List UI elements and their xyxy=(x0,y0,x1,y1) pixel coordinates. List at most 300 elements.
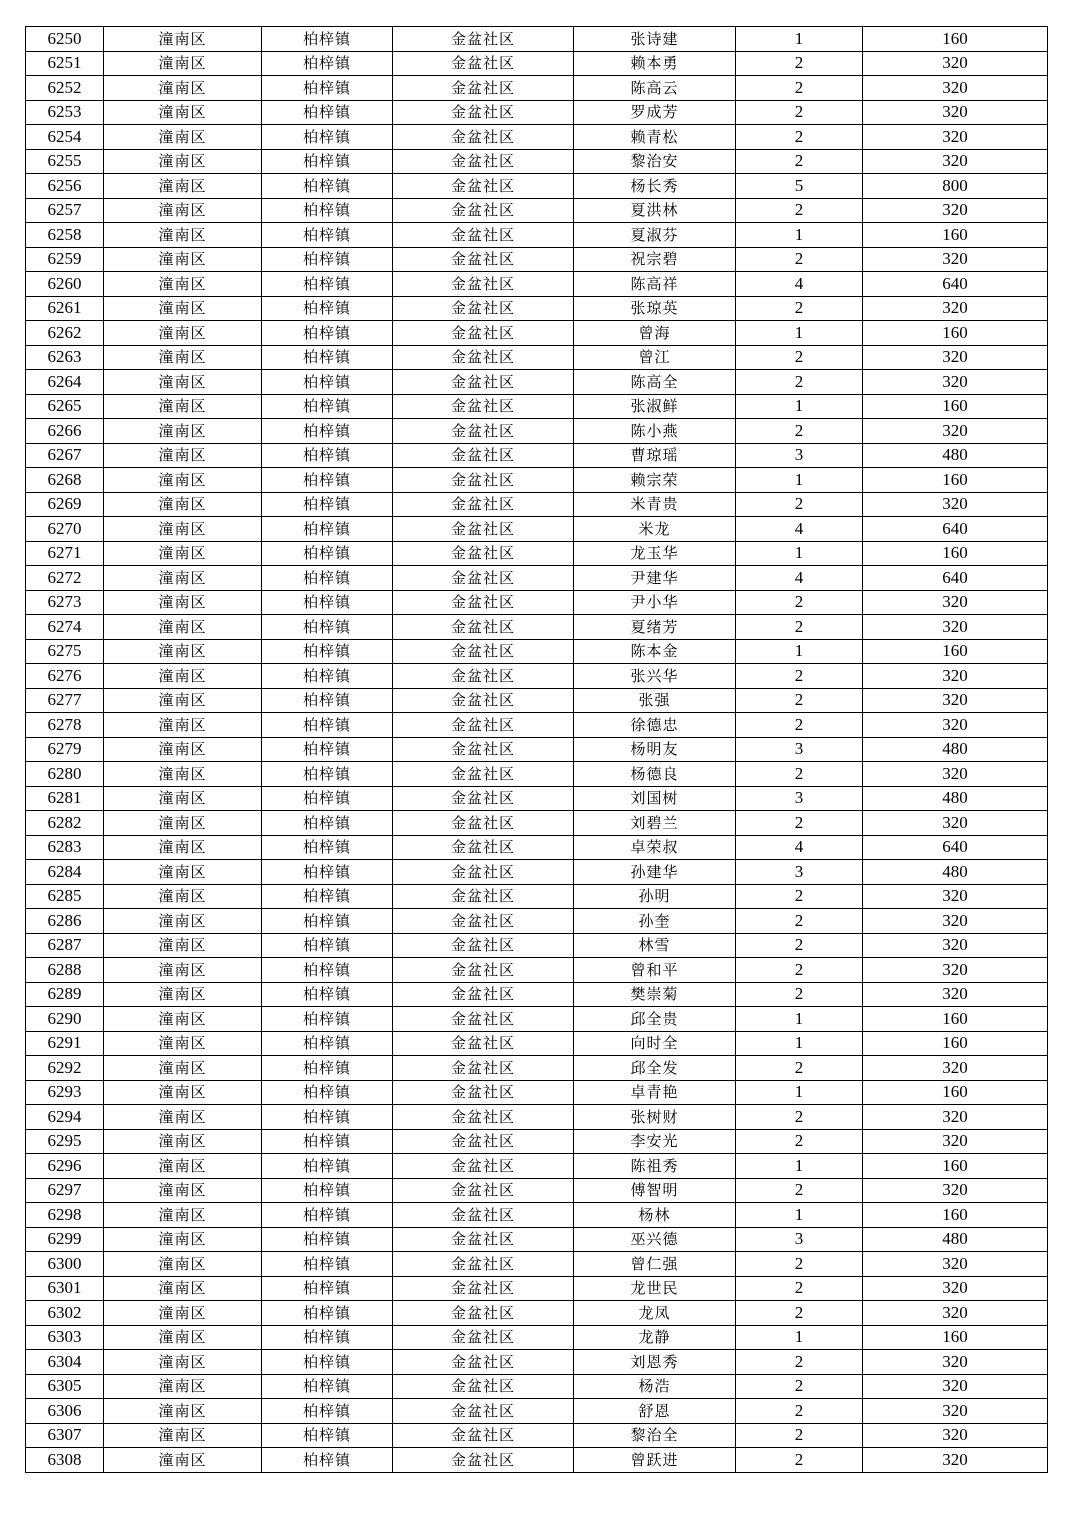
town-cell: 柏梓镇 xyxy=(262,1227,393,1252)
district-cell: 潼南区 xyxy=(104,958,262,983)
amount-cell: 160 xyxy=(863,223,1048,248)
row-number-cell: 6300 xyxy=(26,1252,104,1277)
row-number-cell: 6275 xyxy=(26,639,104,664)
row-number-cell: 6286 xyxy=(26,909,104,934)
community-cell: 金盆社区 xyxy=(393,468,574,493)
town-cell: 柏梓镇 xyxy=(262,394,393,419)
row-number-cell: 6273 xyxy=(26,590,104,615)
district-cell: 潼南区 xyxy=(104,51,262,76)
community-cell: 金盆社区 xyxy=(393,76,574,101)
count-cell: 2 xyxy=(736,1350,863,1375)
community-cell: 金盆社区 xyxy=(393,296,574,321)
table-row xyxy=(26,76,1048,101)
town-cell: 柏梓镇 xyxy=(262,272,393,297)
name-cell: 刘碧兰 xyxy=(574,811,736,836)
table-row xyxy=(26,1350,1048,1375)
table-row xyxy=(26,198,1048,223)
table-row xyxy=(26,517,1048,542)
amount-cell: 320 xyxy=(863,1056,1048,1081)
name-cell: 曾江 xyxy=(574,345,736,370)
count-cell: 2 xyxy=(736,1252,863,1277)
amount-cell: 320 xyxy=(863,198,1048,223)
district-cell: 潼南区 xyxy=(104,492,262,517)
district-cell: 潼南区 xyxy=(104,1325,262,1350)
count-cell: 3 xyxy=(736,1227,863,1252)
town-cell: 柏梓镇 xyxy=(262,1007,393,1032)
table-row xyxy=(26,1080,1048,1105)
community-cell: 金盆社区 xyxy=(393,566,574,591)
community-cell: 金盆社区 xyxy=(393,688,574,713)
name-cell: 龙凤 xyxy=(574,1301,736,1326)
district-cell: 潼南区 xyxy=(104,517,262,542)
town-cell: 柏梓镇 xyxy=(262,982,393,1007)
community-cell: 金盆社区 xyxy=(393,1423,574,1448)
name-cell: 祝宗碧 xyxy=(574,247,736,272)
community-cell: 金盆社区 xyxy=(393,1105,574,1130)
district-cell: 潼南区 xyxy=(104,590,262,615)
district-cell: 潼南区 xyxy=(104,345,262,370)
amount-cell: 320 xyxy=(863,933,1048,958)
name-cell: 赖宗荣 xyxy=(574,468,736,493)
table-row xyxy=(26,1056,1048,1081)
count-cell: 2 xyxy=(736,1105,863,1130)
name-cell: 尹小华 xyxy=(574,590,736,615)
row-number-cell: 6308 xyxy=(26,1448,104,1473)
community-cell: 金盆社区 xyxy=(393,394,574,419)
district-cell: 潼南区 xyxy=(104,149,262,174)
count-cell: 3 xyxy=(736,443,863,468)
community-cell: 金盆社区 xyxy=(393,909,574,934)
row-number-cell: 6307 xyxy=(26,1423,104,1448)
town-cell: 柏梓镇 xyxy=(262,1350,393,1375)
row-number-cell: 6254 xyxy=(26,125,104,150)
name-cell: 黎治安 xyxy=(574,149,736,174)
table-row xyxy=(26,296,1048,321)
name-cell: 米青贵 xyxy=(574,492,736,517)
town-cell: 柏梓镇 xyxy=(262,615,393,640)
district-cell: 潼南区 xyxy=(104,713,262,738)
district-cell: 潼南区 xyxy=(104,394,262,419)
row-number-cell: 6303 xyxy=(26,1325,104,1350)
town-cell: 柏梓镇 xyxy=(262,1423,393,1448)
count-cell: 4 xyxy=(736,835,863,860)
community-cell: 金盆社区 xyxy=(393,272,574,297)
town-cell: 柏梓镇 xyxy=(262,1178,393,1203)
community-cell: 金盆社区 xyxy=(393,713,574,738)
row-number-cell: 6255 xyxy=(26,149,104,174)
name-cell: 杨明友 xyxy=(574,737,736,762)
town-cell: 柏梓镇 xyxy=(262,713,393,738)
table-row xyxy=(26,247,1048,272)
count-cell: 2 xyxy=(736,149,863,174)
name-cell: 樊崇菊 xyxy=(574,982,736,1007)
count-cell: 2 xyxy=(736,1178,863,1203)
table-row xyxy=(26,1423,1048,1448)
community-cell: 金盆社区 xyxy=(393,1448,574,1473)
count-cell: 2 xyxy=(736,296,863,321)
count-cell: 2 xyxy=(736,688,863,713)
town-cell: 柏梓镇 xyxy=(262,958,393,983)
count-cell: 2 xyxy=(736,51,863,76)
count-cell: 2 xyxy=(736,125,863,150)
name-cell: 孙建华 xyxy=(574,860,736,885)
amount-cell: 160 xyxy=(863,541,1048,566)
table-row xyxy=(26,1031,1048,1056)
name-cell: 张诗建 xyxy=(574,27,736,52)
amount-cell: 480 xyxy=(863,443,1048,468)
row-number-cell: 6282 xyxy=(26,811,104,836)
row-number-cell: 6290 xyxy=(26,1007,104,1032)
count-cell: 2 xyxy=(736,198,863,223)
community-cell: 金盆社区 xyxy=(393,419,574,444)
amount-cell: 320 xyxy=(863,909,1048,934)
row-number-cell: 6291 xyxy=(26,1031,104,1056)
count-cell: 3 xyxy=(736,860,863,885)
table-row xyxy=(26,51,1048,76)
community-cell: 金盆社区 xyxy=(393,321,574,346)
table-row xyxy=(26,786,1048,811)
table-row xyxy=(26,125,1048,150)
amount-cell: 320 xyxy=(863,370,1048,395)
row-number-cell: 6265 xyxy=(26,394,104,419)
community-cell: 金盆社区 xyxy=(393,27,574,52)
count-cell: 1 xyxy=(736,468,863,493)
amount-cell: 320 xyxy=(863,713,1048,738)
district-cell: 潼南区 xyxy=(104,1276,262,1301)
table-row xyxy=(26,100,1048,125)
amount-cell: 320 xyxy=(863,51,1048,76)
count-cell: 1 xyxy=(736,1031,863,1056)
table-row xyxy=(26,713,1048,738)
row-number-cell: 6264 xyxy=(26,370,104,395)
district-cell: 潼南区 xyxy=(104,370,262,395)
amount-cell: 320 xyxy=(863,149,1048,174)
table-row xyxy=(26,1448,1048,1473)
name-cell: 傅智明 xyxy=(574,1178,736,1203)
table-row xyxy=(26,443,1048,468)
district-cell: 潼南区 xyxy=(104,909,262,934)
amount-cell: 320 xyxy=(863,1301,1048,1326)
amount-cell: 320 xyxy=(863,1350,1048,1375)
amount-cell: 320 xyxy=(863,958,1048,983)
district-cell: 潼南区 xyxy=(104,296,262,321)
community-cell: 金盆社区 xyxy=(393,149,574,174)
town-cell: 柏梓镇 xyxy=(262,1448,393,1473)
town-cell: 柏梓镇 xyxy=(262,1080,393,1105)
table-row xyxy=(26,762,1048,787)
community-cell: 金盆社区 xyxy=(393,737,574,762)
town-cell: 柏梓镇 xyxy=(262,198,393,223)
name-cell: 向时全 xyxy=(574,1031,736,1056)
district-cell: 潼南区 xyxy=(104,1056,262,1081)
name-cell: 徐德忠 xyxy=(574,713,736,738)
amount-cell: 160 xyxy=(863,1080,1048,1105)
data-table xyxy=(25,26,1048,1473)
community-cell: 金盆社区 xyxy=(393,125,574,150)
row-number-cell: 6294 xyxy=(26,1105,104,1130)
table-row xyxy=(26,688,1048,713)
count-cell: 1 xyxy=(736,394,863,419)
count-cell: 2 xyxy=(736,76,863,101)
town-cell: 柏梓镇 xyxy=(262,223,393,248)
amount-cell: 320 xyxy=(863,1252,1048,1277)
community-cell: 金盆社区 xyxy=(393,443,574,468)
table-row xyxy=(26,1178,1048,1203)
amount-cell: 320 xyxy=(863,100,1048,125)
row-number-cell: 6292 xyxy=(26,1056,104,1081)
table-row xyxy=(26,958,1048,983)
district-cell: 潼南区 xyxy=(104,443,262,468)
district-cell: 潼南区 xyxy=(104,321,262,346)
community-cell: 金盆社区 xyxy=(393,247,574,272)
row-number-cell: 6277 xyxy=(26,688,104,713)
name-cell: 李安光 xyxy=(574,1129,736,1154)
town-cell: 柏梓镇 xyxy=(262,860,393,885)
name-cell: 孙明 xyxy=(574,884,736,909)
name-cell: 陈小燕 xyxy=(574,419,736,444)
community-cell: 金盆社区 xyxy=(393,835,574,860)
row-number-cell: 6305 xyxy=(26,1374,104,1399)
amount-cell: 160 xyxy=(863,27,1048,52)
district-cell: 潼南区 xyxy=(104,811,262,836)
row-number-cell: 6306 xyxy=(26,1399,104,1424)
table-row xyxy=(26,737,1048,762)
row-number-cell: 6259 xyxy=(26,247,104,272)
district-cell: 潼南区 xyxy=(104,419,262,444)
town-cell: 柏梓镇 xyxy=(262,149,393,174)
community-cell: 金盆社区 xyxy=(393,370,574,395)
row-number-cell: 6262 xyxy=(26,321,104,346)
community-cell: 金盆社区 xyxy=(393,933,574,958)
community-cell: 金盆社区 xyxy=(393,786,574,811)
district-cell: 潼南区 xyxy=(104,1350,262,1375)
amount-cell: 640 xyxy=(863,566,1048,591)
community-cell: 金盆社区 xyxy=(393,1374,574,1399)
table-row xyxy=(26,1399,1048,1424)
row-number-cell: 6297 xyxy=(26,1178,104,1203)
district-cell: 潼南区 xyxy=(104,762,262,787)
table-row xyxy=(26,1276,1048,1301)
name-cell: 陈祖秀 xyxy=(574,1154,736,1179)
count-cell: 2 xyxy=(736,419,863,444)
table-row xyxy=(26,566,1048,591)
count-cell: 1 xyxy=(736,223,863,248)
row-number-cell: 6299 xyxy=(26,1227,104,1252)
community-cell: 金盆社区 xyxy=(393,958,574,983)
row-number-cell: 6301 xyxy=(26,1276,104,1301)
community-cell: 金盆社区 xyxy=(393,1350,574,1375)
row-number-cell: 6281 xyxy=(26,786,104,811)
table-row xyxy=(26,1252,1048,1277)
district-cell: 潼南区 xyxy=(104,1105,262,1130)
town-cell: 柏梓镇 xyxy=(262,835,393,860)
amount-cell: 160 xyxy=(863,321,1048,346)
count-cell: 2 xyxy=(736,590,863,615)
community-cell: 金盆社区 xyxy=(393,1178,574,1203)
row-number-cell: 6266 xyxy=(26,419,104,444)
table-row xyxy=(26,394,1048,419)
town-cell: 柏梓镇 xyxy=(262,1154,393,1179)
table-row xyxy=(26,345,1048,370)
table-row xyxy=(26,541,1048,566)
amount-cell: 480 xyxy=(863,737,1048,762)
row-number-cell: 6284 xyxy=(26,860,104,885)
name-cell: 曾海 xyxy=(574,321,736,346)
count-cell: 2 xyxy=(736,811,863,836)
community-cell: 金盆社区 xyxy=(393,517,574,542)
name-cell: 刘恩秀 xyxy=(574,1350,736,1375)
table-row xyxy=(26,664,1048,689)
row-number-cell: 6252 xyxy=(26,76,104,101)
community-cell: 金盆社区 xyxy=(393,1154,574,1179)
count-cell: 3 xyxy=(736,786,863,811)
row-number-cell: 6293 xyxy=(26,1080,104,1105)
table-row xyxy=(26,639,1048,664)
count-cell: 2 xyxy=(736,1374,863,1399)
district-cell: 潼南区 xyxy=(104,100,262,125)
amount-cell: 320 xyxy=(863,1105,1048,1130)
count-cell: 2 xyxy=(736,1399,863,1424)
town-cell: 柏梓镇 xyxy=(262,492,393,517)
community-cell: 金盆社区 xyxy=(393,982,574,1007)
row-number-cell: 6280 xyxy=(26,762,104,787)
district-cell: 潼南区 xyxy=(104,468,262,493)
count-cell: 2 xyxy=(736,909,863,934)
name-cell: 舒恩 xyxy=(574,1399,736,1424)
amount-cell: 320 xyxy=(863,664,1048,689)
row-number-cell: 6304 xyxy=(26,1350,104,1375)
row-number-cell: 6276 xyxy=(26,664,104,689)
town-cell: 柏梓镇 xyxy=(262,541,393,566)
amount-cell: 320 xyxy=(863,1374,1048,1399)
count-cell: 5 xyxy=(736,174,863,199)
community-cell: 金盆社区 xyxy=(393,1129,574,1154)
town-cell: 柏梓镇 xyxy=(262,51,393,76)
amount-cell: 160 xyxy=(863,639,1048,664)
town-cell: 柏梓镇 xyxy=(262,1301,393,1326)
community-cell: 金盆社区 xyxy=(393,174,574,199)
town-cell: 柏梓镇 xyxy=(262,517,393,542)
amount-cell: 480 xyxy=(863,786,1048,811)
name-cell: 张兴华 xyxy=(574,664,736,689)
row-number-cell: 6257 xyxy=(26,198,104,223)
name-cell: 陈高祥 xyxy=(574,272,736,297)
community-cell: 金盆社区 xyxy=(393,664,574,689)
count-cell: 2 xyxy=(736,1423,863,1448)
amount-cell: 320 xyxy=(863,419,1048,444)
district-cell: 潼南区 xyxy=(104,76,262,101)
table-row xyxy=(26,492,1048,517)
count-cell: 2 xyxy=(736,982,863,1007)
district-cell: 潼南区 xyxy=(104,1154,262,1179)
community-cell: 金盆社区 xyxy=(393,860,574,885)
district-cell: 潼南区 xyxy=(104,1423,262,1448)
community-cell: 金盆社区 xyxy=(393,1276,574,1301)
name-cell: 尹建华 xyxy=(574,566,736,591)
name-cell: 卓荣叔 xyxy=(574,835,736,860)
count-cell: 4 xyxy=(736,566,863,591)
table-row xyxy=(26,272,1048,297)
district-cell: 潼南区 xyxy=(104,1301,262,1326)
community-cell: 金盆社区 xyxy=(393,198,574,223)
count-cell: 2 xyxy=(736,884,863,909)
row-number-cell: 6279 xyxy=(26,737,104,762)
amount-cell: 320 xyxy=(863,590,1048,615)
table-row xyxy=(26,27,1048,52)
district-cell: 潼南区 xyxy=(104,541,262,566)
table-row xyxy=(26,884,1048,909)
district-cell: 潼南区 xyxy=(104,982,262,1007)
community-cell: 金盆社区 xyxy=(393,1203,574,1228)
row-number-cell: 6295 xyxy=(26,1129,104,1154)
community-cell: 金盆社区 xyxy=(393,811,574,836)
count-cell: 1 xyxy=(736,1007,863,1032)
amount-cell: 640 xyxy=(863,272,1048,297)
row-number-cell: 6251 xyxy=(26,51,104,76)
town-cell: 柏梓镇 xyxy=(262,566,393,591)
town-cell: 柏梓镇 xyxy=(262,762,393,787)
town-cell: 柏梓镇 xyxy=(262,1105,393,1130)
table-row xyxy=(26,223,1048,248)
amount-cell: 160 xyxy=(863,1007,1048,1032)
name-cell: 夏洪林 xyxy=(574,198,736,223)
row-number-cell: 6298 xyxy=(26,1203,104,1228)
row-number-cell: 6274 xyxy=(26,615,104,640)
table-row xyxy=(26,860,1048,885)
table-row xyxy=(26,1325,1048,1350)
count-cell: 2 xyxy=(736,100,863,125)
count-cell: 2 xyxy=(736,1276,863,1301)
town-cell: 柏梓镇 xyxy=(262,296,393,321)
district-cell: 潼南区 xyxy=(104,884,262,909)
count-cell: 1 xyxy=(736,1325,863,1350)
amount-cell: 160 xyxy=(863,1203,1048,1228)
amount-cell: 320 xyxy=(863,884,1048,909)
name-cell: 邱全发 xyxy=(574,1056,736,1081)
district-cell: 潼南区 xyxy=(104,639,262,664)
district-cell: 潼南区 xyxy=(104,860,262,885)
district-cell: 潼南区 xyxy=(104,174,262,199)
community-cell: 金盆社区 xyxy=(393,884,574,909)
amount-cell: 320 xyxy=(863,811,1048,836)
amount-cell: 320 xyxy=(863,492,1048,517)
count-cell: 2 xyxy=(736,933,863,958)
community-cell: 金盆社区 xyxy=(393,1031,574,1056)
amount-cell: 320 xyxy=(863,1423,1048,1448)
town-cell: 柏梓镇 xyxy=(262,1252,393,1277)
count-cell: 2 xyxy=(736,615,863,640)
count-cell: 1 xyxy=(736,639,863,664)
amount-cell: 160 xyxy=(863,1031,1048,1056)
district-cell: 潼南区 xyxy=(104,1227,262,1252)
row-number-cell: 6289 xyxy=(26,982,104,1007)
name-cell: 赖本勇 xyxy=(574,51,736,76)
table-row xyxy=(26,982,1048,1007)
district-cell: 潼南区 xyxy=(104,1178,262,1203)
town-cell: 柏梓镇 xyxy=(262,688,393,713)
district-cell: 潼南区 xyxy=(104,737,262,762)
amount-cell: 320 xyxy=(863,1276,1048,1301)
town-cell: 柏梓镇 xyxy=(262,27,393,52)
community-cell: 金盆社区 xyxy=(393,1301,574,1326)
district-cell: 潼南区 xyxy=(104,1448,262,1473)
name-cell: 张树财 xyxy=(574,1105,736,1130)
community-cell: 金盆社区 xyxy=(393,1399,574,1424)
district-cell: 潼南区 xyxy=(104,1007,262,1032)
town-cell: 柏梓镇 xyxy=(262,1399,393,1424)
name-cell: 张琼英 xyxy=(574,296,736,321)
district-cell: 潼南区 xyxy=(104,615,262,640)
